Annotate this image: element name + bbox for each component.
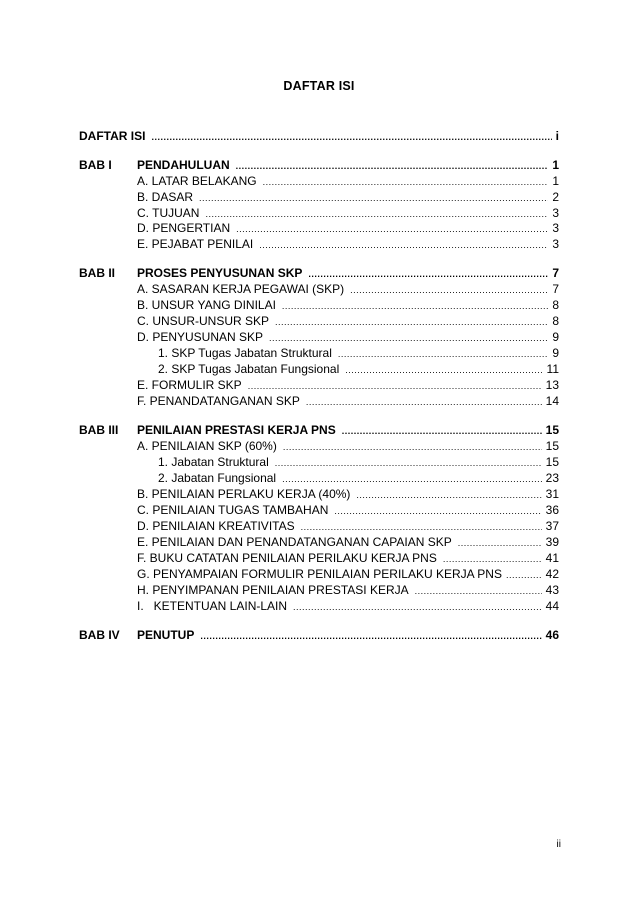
- chapter-page: 46: [545, 628, 559, 642]
- dot-leader: [282, 471, 542, 487]
- toc-entry-page: 44: [545, 599, 559, 613]
- dot-leader: [308, 266, 548, 282]
- toc-entry-page: 8: [552, 298, 559, 312]
- dot-leader: [350, 282, 548, 298]
- dot-leader: [415, 583, 542, 599]
- toc-entry[interactable]: [137, 173, 559, 189]
- chapter-title: PENUTUP: [137, 628, 195, 642]
- toc-entry-label: E. FORMULIR SKP: [137, 378, 242, 392]
- toc-entry-page: 37: [545, 519, 559, 533]
- toc-entry[interactable]: [137, 566, 559, 582]
- toc-entry-page: 43: [545, 583, 559, 597]
- toc-subentry[interactable]: [158, 345, 559, 361]
- dot-leader: [275, 455, 542, 471]
- dot-leader: [151, 129, 551, 145]
- footer-page-number: ii: [556, 839, 561, 850]
- dot-leader: [263, 174, 549, 190]
- toc-entry-page: 1: [552, 174, 559, 188]
- toc-entry-page: 8: [552, 314, 559, 328]
- toc-entry-label: C. UNSUR-UNSUR SKP: [137, 314, 270, 328]
- chapter-title: PROSES PENYUSUNAN SKP: [137, 266, 303, 280]
- chapter-page: 7: [552, 266, 559, 280]
- toc-entry[interactable]: [137, 393, 559, 409]
- chapter-title: PENDAHULUAN: [137, 158, 230, 172]
- toc-entry-label: C. PENILAIAN TUGAS TAMBAHAN: [137, 503, 329, 517]
- page-title: DAFTAR ISI: [283, 79, 355, 93]
- toc-entry-page: 41: [545, 551, 559, 565]
- toc-entry-label: 1. Jabatan Struktural: [158, 455, 269, 469]
- toc-entry[interactable]: [137, 313, 559, 329]
- chapter-title-row[interactable]: [137, 265, 559, 281]
- toc-entry-label: G. PENYAMPAIAN FORMULIR PENILAIAN PERILAKU KERJA PNS: [137, 567, 502, 581]
- toc-subentry[interactable]: [158, 454, 559, 470]
- dot-leader: [301, 519, 542, 535]
- chapter-code: BAB IV: [79, 628, 120, 642]
- chapter-code: BAB III: [79, 423, 119, 437]
- toc-entry-page: 11: [546, 362, 559, 376]
- toc-entry-page: i: [555, 129, 559, 143]
- toc-entry-label: B. PENILAIAN PERLAKU KERJA (40%): [137, 487, 351, 501]
- toc-entry[interactable]: [137, 220, 559, 236]
- toc-entry-label: 2. Jabatan Fungsional: [158, 471, 277, 485]
- toc-entry-page: 3: [552, 221, 559, 235]
- toc-entry-label: I. KETENTUAN LAIN-LAIN: [137, 599, 288, 613]
- dot-leader: [306, 394, 542, 410]
- toc-entry-label: E. PEJABAT PENILAI: [137, 237, 254, 251]
- toc-entry[interactable]: [137, 297, 559, 313]
- toc-entry-page: 31: [545, 487, 559, 501]
- toc-entry-page: 3: [552, 237, 559, 251]
- toc-entry[interactable]: [137, 189, 559, 205]
- dot-leader: [200, 628, 541, 644]
- toc-entry-label: C. TUJUAN: [137, 206, 200, 220]
- dot-leader: [458, 535, 542, 551]
- dot-leader: [236, 158, 549, 174]
- dot-leader: [283, 439, 542, 455]
- toc-subentry[interactable]: [158, 361, 559, 377]
- toc-entry-page: 13: [545, 378, 559, 392]
- toc-entry-label: D. PENYUSUNAN SKP: [137, 330, 264, 344]
- dot-leader: [236, 221, 548, 237]
- dot-leader: [345, 362, 542, 378]
- toc-entry-page: 36: [545, 503, 559, 517]
- chapter-title-row[interactable]: [137, 422, 559, 438]
- toc-entry[interactable]: [137, 550, 559, 566]
- toc-entry-label: D. PENILAIAN KREATIVITAS: [137, 519, 295, 533]
- chapter-title-row[interactable]: [137, 157, 559, 173]
- toc-entry[interactable]: [137, 205, 559, 221]
- toc-entry[interactable]: [137, 281, 559, 297]
- dot-leader: [506, 567, 542, 583]
- toc-entry-label: B. DASAR: [137, 190, 194, 204]
- dot-leader: [334, 503, 541, 519]
- chapter-code: BAB I: [79, 158, 112, 172]
- toc-entry-label: 2. SKP Tugas Jabatan Fungsional: [158, 362, 340, 376]
- dot-leader: [199, 190, 548, 206]
- toc-entry-page: 42: [545, 567, 559, 581]
- toc-entry[interactable]: [137, 518, 559, 534]
- dot-leader: [248, 378, 542, 394]
- toc-entry-label: H. PENYIMPANAN PENILAIAN PRESTASI KERJA: [137, 583, 409, 597]
- dot-leader: [443, 551, 542, 567]
- toc-entry-label: A. SASARAN KERJA PEGAWAI (SKP): [137, 282, 345, 296]
- dot-leader: [338, 346, 548, 362]
- toc-entry[interactable]: [137, 502, 559, 518]
- toc-entry-label: DAFTAR ISI: [79, 129, 146, 143]
- toc-entry[interactable]: [137, 329, 559, 345]
- chapter-page: 1: [552, 158, 559, 172]
- toc-entry[interactable]: [137, 582, 559, 598]
- toc-subentry[interactable]: [158, 470, 559, 486]
- toc-entry[interactable]: [137, 438, 559, 454]
- dot-leader: [282, 298, 548, 314]
- toc-entry-label: E. PENILAIAN DAN PENANDATANGANAN CAPAIAN SKP: [137, 535, 452, 549]
- toc-entry[interactable]: [137, 598, 559, 614]
- dot-leader: [269, 330, 548, 346]
- toc-entry[interactable]: [137, 377, 559, 393]
- toc-entry-page: 15: [545, 439, 559, 453]
- dot-leader: [356, 487, 541, 503]
- toc-entry-page: 9: [552, 330, 559, 344]
- toc-entry[interactable]: [137, 486, 559, 502]
- chapter-title-row[interactable]: [137, 627, 559, 643]
- toc-entry-label: A. PENILAIAN SKP (60%): [137, 439, 277, 453]
- toc-entry-page: 9: [552, 346, 559, 360]
- toc-entry-label: A. LATAR BELAKANG: [137, 174, 257, 188]
- toc-entry-label: D. PENGERTIAN: [137, 221, 231, 235]
- dot-leader: [293, 599, 542, 615]
- toc-entry-label: 1. SKP Tugas Jabatan Struktural: [158, 346, 332, 360]
- toc-entry-page: 15: [545, 455, 559, 469]
- toc-entry-page: 2: [552, 190, 559, 204]
- toc-entry-page: 23: [545, 471, 559, 485]
- toc-entry-label: F. BUKU CATATAN PENILAIAN PERILAKU KERJA PNS: [137, 551, 437, 565]
- dot-leader: [275, 314, 548, 330]
- toc-entry[interactable]: [137, 236, 559, 252]
- toc-entry-page: 39: [545, 535, 559, 549]
- toc-entry-daftar-isi[interactable]: [79, 128, 559, 144]
- toc-entry-page: 14: [545, 394, 559, 408]
- dot-leader: [259, 237, 548, 253]
- chapter-code: BAB II: [79, 266, 115, 280]
- toc-entry-page: 3: [552, 206, 559, 220]
- toc-entry-label: F. PENANDATANGANAN SKP: [137, 394, 300, 408]
- chapter-page: 15: [545, 423, 559, 437]
- toc-entry-page: 7: [552, 282, 559, 296]
- toc-entry[interactable]: [137, 534, 559, 550]
- dot-leader: [342, 423, 542, 439]
- chapter-title: PENILAIAN PRESTASI KERJA PNS: [137, 423, 336, 437]
- toc-entry-label: B. UNSUR YANG DINILAI: [137, 298, 276, 312]
